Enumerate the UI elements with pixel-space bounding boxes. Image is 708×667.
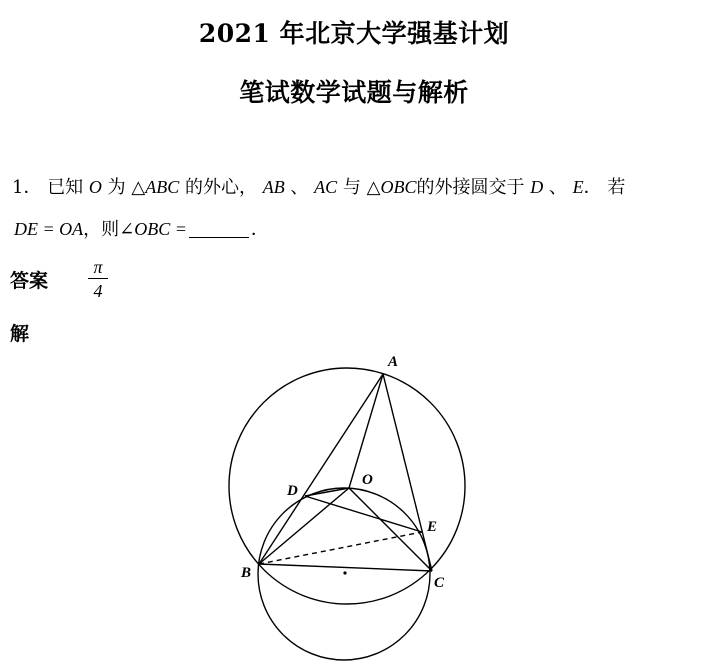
point-label-b: B bbox=[241, 565, 252, 581]
separator: 、 bbox=[284, 177, 315, 198]
answer-label: 答案 bbox=[10, 270, 49, 292]
segment-ab bbox=[259, 374, 383, 564]
question-fragment: 的外心， bbox=[184, 177, 257, 198]
point-label-e: E bbox=[427, 519, 438, 535]
question-fragment: ． 若 bbox=[583, 177, 626, 198]
question-fragment: 与 bbox=[337, 177, 367, 198]
point-label-d: D bbox=[287, 483, 298, 499]
page-title: 2021 年北京大学强基计划 bbox=[198, 19, 510, 48]
math-E: E bbox=[572, 177, 584, 197]
page-subtitle: 笔试数学试题与解析 bbox=[239, 78, 469, 107]
segment-ac bbox=[383, 374, 432, 571]
point-label-o: O bbox=[362, 472, 373, 488]
math-ab: AB bbox=[262, 177, 285, 197]
answer-numerator: π bbox=[88, 257, 108, 279]
question-fragment: 已知 bbox=[47, 177, 84, 198]
center-dot bbox=[343, 571, 346, 574]
math-D: D bbox=[530, 177, 544, 197]
math-angle-obc: ∠OBC = bbox=[119, 219, 187, 239]
question-number: 1． bbox=[12, 177, 42, 198]
segment-co bbox=[349, 488, 432, 571]
segment-bc bbox=[259, 564, 432, 571]
math-O: O bbox=[88, 177, 102, 197]
math-condition: DE = OA bbox=[14, 219, 84, 239]
question-fragment: ，则 bbox=[83, 219, 120, 240]
question-fragment: 为 bbox=[107, 177, 126, 198]
math-triangle-obc: △OBC bbox=[366, 177, 417, 197]
question-fragment: 的外接圆交于 bbox=[416, 177, 525, 198]
answer-denominator: 4 bbox=[93, 281, 103, 301]
separator: 、 bbox=[543, 177, 573, 198]
point-label-c: C bbox=[434, 575, 445, 591]
math-ac: AC bbox=[314, 177, 338, 197]
segment-de bbox=[305, 496, 422, 532]
point-label-a: A bbox=[388, 354, 399, 370]
solution-label: 解 bbox=[10, 323, 30, 345]
question-fragment: ． bbox=[250, 219, 269, 240]
math-triangle-abc: △ABC bbox=[131, 177, 180, 197]
segment-ao bbox=[349, 374, 383, 488]
